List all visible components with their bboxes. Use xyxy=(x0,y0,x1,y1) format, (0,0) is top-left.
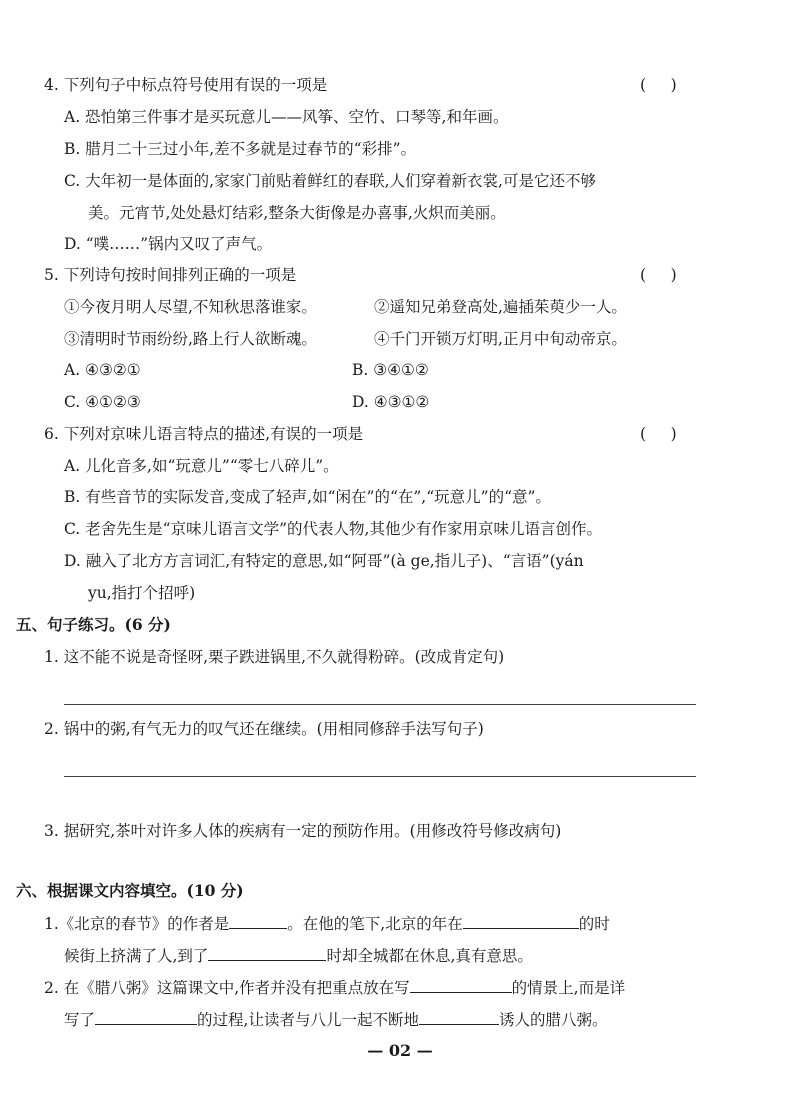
section5-title: 五、句子练习。(6 分) xyxy=(16,615,171,634)
q5-poem-3: ③清明时节雨纷纷,路上行人欲断魂。 xyxy=(64,330,317,348)
q4-option-b: B. 腊月二十三过小年,差不多就是过春节的“彩排”。 xyxy=(64,140,417,158)
s6-item-1-blank-time1[interactable] xyxy=(463,912,579,929)
s5-item-3: 3. 据研究,茶叶对许多人体的疾病有一定的预防作用。(用修改符号修改病句) xyxy=(44,822,562,840)
q5-option-d: D. ④③①② xyxy=(352,393,430,411)
q4-option-d: D. “噗……”锅内又叹了声气。 xyxy=(64,235,273,253)
q6-option-b: B. 有些音节的实际发音,变成了轻声,如“闲在”的“在”,“玩意儿”的“意”。 xyxy=(64,488,551,506)
q5-option-b: B. ③④①② xyxy=(352,361,429,379)
s6-item-1-blank-time2[interactable] xyxy=(208,944,326,961)
q6-answer-paren[interactable]: ( ) xyxy=(640,425,677,443)
q4-option-a: A. 恐怕第三件事才是买玩意儿——风筝、空竹、口琴等,和年画。 xyxy=(64,108,509,126)
q6-option-a: A. 儿化音多,如“玩意儿”“零七八碎儿”。 xyxy=(64,457,339,475)
s5-item-1: 1. 这不能不说是奇怪呀,栗子跌进锅里,不久就得粉碎。(改成肯定句) xyxy=(44,648,505,666)
q4-stem: 4. 下列句子中标点符号使用有误的一项是 xyxy=(44,76,328,94)
s6-item-1-text-b: 。在他的笔下,北京的年在 xyxy=(287,915,463,933)
q5-poem-2: ②遥知兄弟登高处,遍插茱萸少一人。 xyxy=(374,298,627,316)
s6-item-2-line2 xyxy=(64,1008,607,1031)
s6-item-2-blank-verb[interactable] xyxy=(419,1008,499,1025)
q6-option-c: C. 老舍先生是“京味儿语言文学”的代表人物,其他少有作家用京味儿语言创作。 xyxy=(64,520,602,538)
q6-option-d-line2: yu,指打个招呼) xyxy=(88,584,196,602)
q5-option-a: A. ④③②① xyxy=(64,361,141,379)
q5-option-c: C. ④①②③ xyxy=(64,393,141,411)
s6-item-1-line2 xyxy=(64,944,533,967)
q4-answer-paren[interactable]: ( ) xyxy=(640,76,677,94)
s6-item-1-blank-author[interactable] xyxy=(229,912,287,929)
q4-option-c-line1: C. 大年初一是体面的,家家门前贴着鲜红的春联,人们穿着新衣裳,可是它还不够 xyxy=(64,172,596,190)
s6-item-2-text-c: 写了 xyxy=(64,1011,96,1029)
s6-item-2-line1 xyxy=(44,976,625,999)
q6-option-d-line1: D. 融入了北方方言词汇,有特定的意思,如“阿哥”(à ge,指儿子)、“言语”(yán xyxy=(64,552,584,570)
s6-item-1-text-d: 候街上挤满了人,到了 xyxy=(64,947,209,965)
q5-stem: 5. 下列诗句按时间排列正确的一项是 xyxy=(44,266,297,284)
s6-item-1-text-e: 时却全城都在休息,真有意思。 xyxy=(326,947,533,965)
s6-item-1-text-c: 的时 xyxy=(578,915,610,933)
s6-item-1-line1 xyxy=(44,912,610,935)
s6-item-2-text-d: 的过程,让读者与八儿一起不断地 xyxy=(197,1011,419,1029)
q5-poem-1: ①今夜月明人尽望,不知秋思落谁家。 xyxy=(64,298,317,316)
s6-item-2-blank-scene[interactable] xyxy=(410,976,512,993)
s6-item-1-text-a: 1.《北京的春节》的作者是 xyxy=(44,915,230,933)
section6-title: 六、根据课文内容填空。(10 分) xyxy=(16,881,244,900)
s6-item-2-text-b: 的情景上,而是详 xyxy=(511,979,626,997)
s6-item-2-text-e: 诱人的腊八粥。 xyxy=(498,1011,608,1029)
q4-option-c-line2: 美。元宵节,处处悬灯结彩,整条大街像是办喜事,火炽而美丽。 xyxy=(88,204,506,222)
s5-item-2-answer-line[interactable] xyxy=(64,776,696,777)
q5-answer-paren[interactable]: ( ) xyxy=(640,266,677,284)
q6-stem: 6. 下列对京味儿语言特点的描述,有误的一项是 xyxy=(44,425,364,443)
s6-item-2-text-a: 2. 在《腊八粥》这篇课文中,作者并没有把重点放在写 xyxy=(44,979,410,997)
s5-item-1-answer-line[interactable] xyxy=(64,704,696,705)
q5-poem-4: ④千门开锁万灯明,正月中旬动帝京。 xyxy=(374,330,627,348)
s5-item-2: 2. 锅中的粥,有气无力的叹气还在继续。(用相同修辞手法写句子) xyxy=(44,720,484,738)
page-number: — 02 — xyxy=(367,1041,433,1060)
s6-item-2-blank-process[interactable] xyxy=(95,1008,197,1025)
